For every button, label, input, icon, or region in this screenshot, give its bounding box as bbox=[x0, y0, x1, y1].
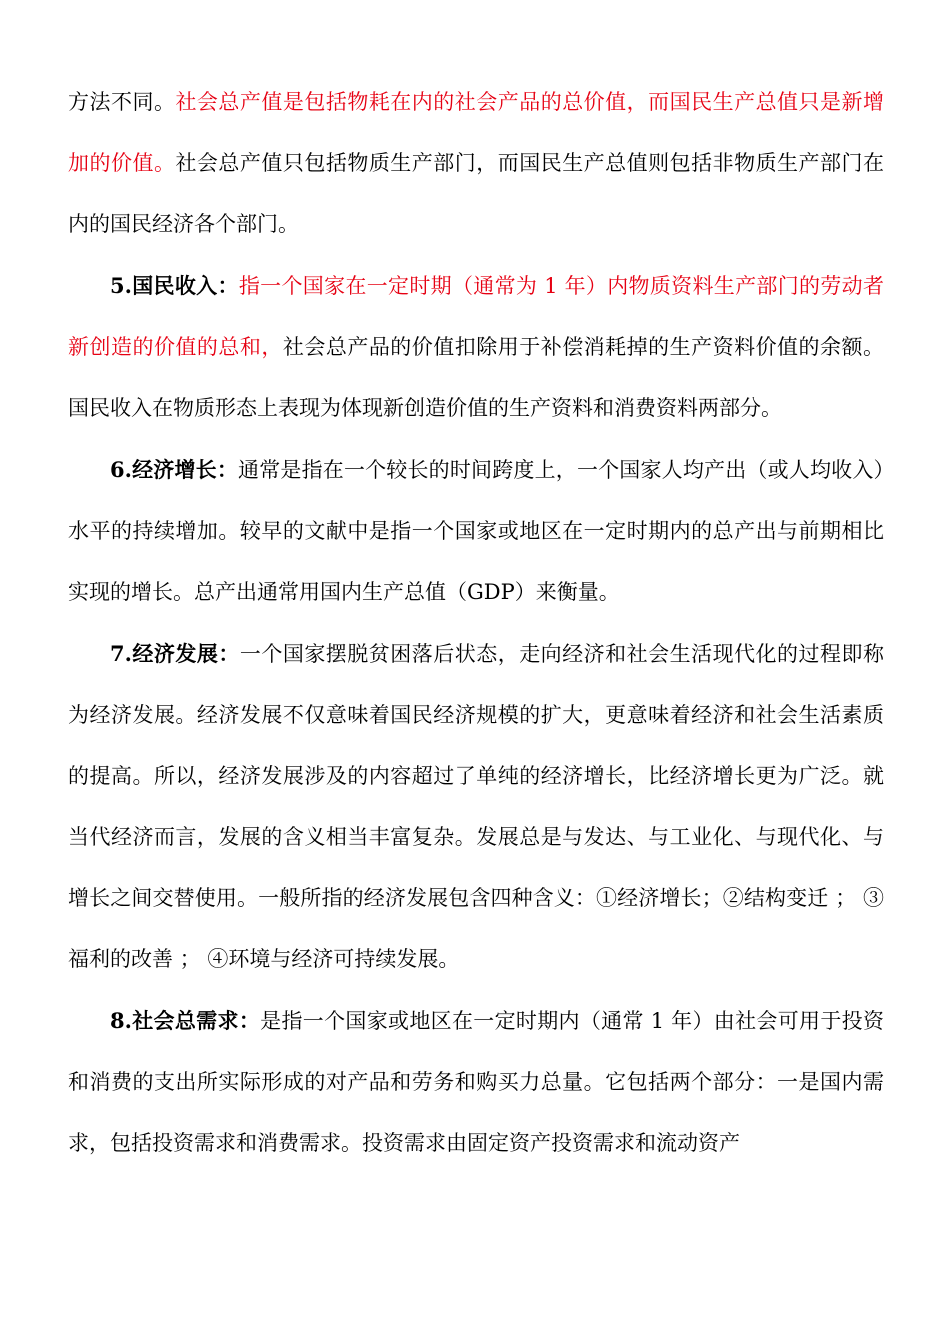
paragraph-economic-development bbox=[68, 623, 884, 990]
paragraph-text: 是指一个国家或地区在一定时期内（通常 1 年）由社会可用于投资和消费的支出所实际形成的对产品和劳务和购买力总量。它包括两个部分：一是国内需求，包括投资需求和消费需求。投资需求由固定资产投资需求和流动资产 bbox=[68, 1009, 884, 1155]
term-heading: 6.经济增长： bbox=[110, 457, 239, 482]
term-heading: 5.国民收入： bbox=[110, 273, 239, 298]
paragraph-continuation bbox=[68, 72, 884, 255]
paragraph-text: 社会总产品的价值扣除用于补偿消耗掉的生产资料价值的余额。国民收入在物质形态上表现为体现新创造价值的生产资料和消费资料两部分。 bbox=[68, 335, 885, 420]
paragraph-national-income bbox=[68, 255, 884, 439]
term-heading: 8.社会总需求： bbox=[110, 1008, 261, 1033]
paragraph-text: 通常是指在一个较长的时间跨度上，一个国家人均产出（或人均收入）水平的持续增加。较早的文献中是指一个国家或地区在一定时期内的总产出与前期相比实现的增长。总产出通常用国内生产总值（GDP）来衡量。 bbox=[68, 458, 884, 604]
highlighted-text: 社会总产值是包括物耗在内的社会产品的总价值，而国民生产总值只是新增加的价值。 bbox=[68, 90, 885, 175]
term-heading: 7.经济发展： bbox=[110, 641, 240, 666]
paragraph-aggregate-demand bbox=[68, 990, 884, 1174]
paragraph-text: 方法不同。 bbox=[68, 90, 176, 114]
document-page bbox=[68, 72, 884, 1174]
highlighted-text: 指一个国家在一定时期（通常为 1 年）内物质资料生产部门的劳动者新创造的价值的总和， bbox=[68, 274, 884, 359]
paragraph-text: 社会总产值只包括物质生产部门，而国民生产总值则包括非物质生产部门在内的国民经济各个部门。 bbox=[68, 151, 885, 236]
paragraph-economic-growth bbox=[68, 439, 884, 623]
paragraph-text: 一个国家摆脱贫困落后状态，走向经济和社会生活现代化的过程即称为经济发展。经济发展不仅意味着国民经济规模的扩大，更意味着经济和社会生活素质的提高。所以，经济发展涉及的内容超过了单纯的经济增长，比经济增长更为广泛。就当代经济而言，发展的含义相当丰富复杂。发展总是与发达、与工业化、与现代化、与增长之间交替使用。一般所指的经济发展包含四种含义：①经济增长；②结构变迁 ； ③福利的改善 ； ④环境与经济可持续发展。 bbox=[68, 642, 884, 971]
